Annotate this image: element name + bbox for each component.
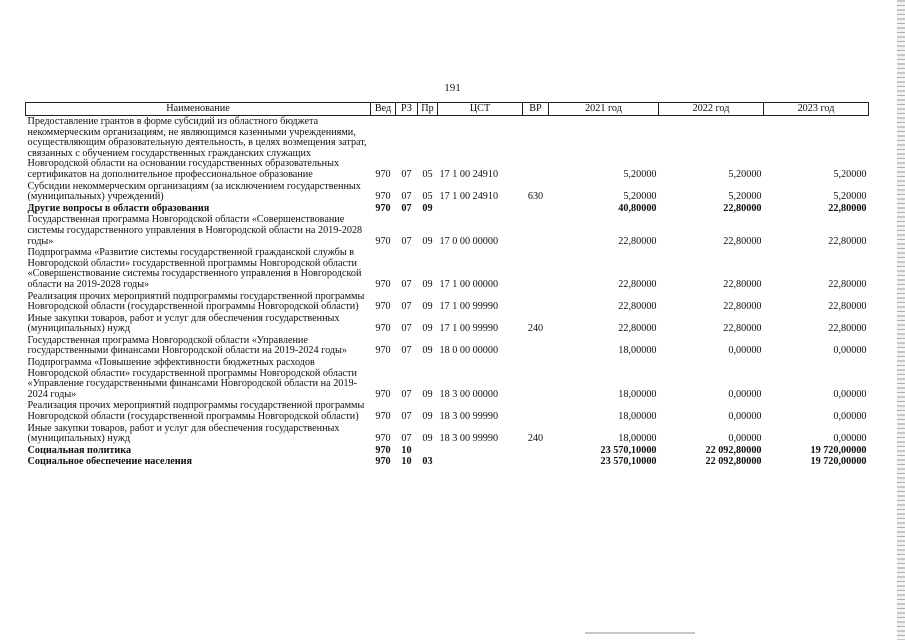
header-name: Наименование <box>26 103 371 116</box>
cell-vr: 240 <box>527 323 544 335</box>
table-row <box>26 247 869 290</box>
cell-2022: 22,80000 <box>723 235 762 247</box>
cell-cst <box>438 456 523 468</box>
cell-2021: 40,80000 <box>618 202 657 214</box>
cell-2021: 23 570,10000 <box>600 456 657 468</box>
cell-cst: 18 0 00 00000 <box>439 345 499 357</box>
cell-name: Социальное обеспечение населения <box>27 456 193 468</box>
cell-vr <box>523 203 549 215</box>
cell-rz: 07 <box>401 345 412 357</box>
cell-2023: 5,20000 <box>833 168 867 180</box>
header-2023: 2023 год <box>764 103 869 116</box>
cell-ved: 970 <box>375 345 391 357</box>
cell-vr <box>523 456 549 468</box>
cell-ved: 970 <box>375 411 391 423</box>
cell-pr: 09 <box>422 411 433 423</box>
scan-edge-artifact <box>897 0 905 640</box>
cell-2023: 19 720,00000 <box>810 456 867 468</box>
cell-2023: 22,80000 <box>828 278 867 290</box>
cell-pr <box>418 445 438 457</box>
cell-ved: 970 <box>375 444 391 456</box>
header-rz: РЗ <box>396 103 418 116</box>
cell-2021: 18,00000 <box>618 388 657 400</box>
cell-2021: 22,80000 <box>618 301 657 313</box>
cell-vr <box>523 116 549 181</box>
cell-cst: 17 0 00 00000 <box>439 235 499 247</box>
cell-rz: 10 <box>401 444 412 456</box>
table-row <box>26 181 869 203</box>
header-row <box>26 103 869 116</box>
cell-2021: 5,20000 <box>623 168 657 180</box>
cell-cst: 18 3 00 99990 <box>439 411 499 423</box>
cell-2021: 22,80000 <box>618 323 657 335</box>
cell-ved: 970 <box>375 323 391 335</box>
cell-2021: 18,00000 <box>618 411 657 423</box>
header-ved: Вед <box>371 103 396 116</box>
cell-2021: 5,20000 <box>623 191 657 203</box>
cell-name: Реализация прочих мероприятий подпрограммы государственной программы Новгородской области (государственной программы Новгородской области) <box>27 290 365 313</box>
cell-cst: 17 1 00 24910 <box>439 168 499 180</box>
cell-pr: 09 <box>422 278 433 290</box>
table-body <box>26 116 869 469</box>
cell-name: Другие вопросы в области образования <box>27 202 210 214</box>
cell-vr <box>523 291 549 313</box>
cell-pr: 03 <box>422 456 433 468</box>
cell-2022: 0,00000 <box>728 388 762 400</box>
cell-ved: 970 <box>375 235 391 247</box>
cell-ved: 970 <box>375 433 391 445</box>
cell-2022: 0,00000 <box>728 433 762 445</box>
cell-name: Реализация прочих мероприятий подпрограммы государственной программы Новгородской области (государственной программы Новгородской области) <box>27 400 365 423</box>
table-row <box>26 445 869 457</box>
cell-2022: 22 092,80000 <box>705 444 762 456</box>
cell-2023: 22,80000 <box>828 323 867 335</box>
cell-vr <box>523 214 549 247</box>
cell-2023: 0,00000 <box>833 411 867 423</box>
cell-vr <box>523 247 549 290</box>
cell-pr: 09 <box>422 433 433 445</box>
cell-ved: 970 <box>375 191 391 203</box>
cell-vr <box>523 400 549 422</box>
cell-name: Подпрограмма «Развитие системы государственной гражданской службы в Новгородской области» государственной программы Новгородской области «Совершенствование системы государственного управления в Новгородской области на 2019-2028 годы» <box>27 247 362 290</box>
cell-pr: 05 <box>422 168 433 180</box>
cell-cst: 17 1 00 00000 <box>439 278 499 290</box>
cell-cst: 18 3 00 00000 <box>439 388 499 400</box>
cell-rz: 07 <box>401 278 412 290</box>
cell-2023: 0,00000 <box>833 433 867 445</box>
table-row <box>26 456 869 468</box>
table-row <box>26 335 869 357</box>
cell-name: Предоставление грантов в форме субсидий из областного бюджета некоммерческим организациям, не являющимся казенными учреждениями, осуществляющим образовательную деятельность, в целях возмещения затрат, связанных с обучением государственных гражданских служащих Новгородской области на основании государственных образовательных сертификатов на дополнительное профессиональное образование <box>27 116 367 180</box>
cell-vr: 630 <box>527 191 544 203</box>
cell-ved: 970 <box>375 456 391 468</box>
table-row <box>26 291 869 313</box>
budget-table <box>25 102 869 468</box>
cell-cst <box>438 445 523 457</box>
cell-pr: 09 <box>422 345 433 357</box>
cell-ved: 970 <box>375 388 391 400</box>
cell-name: Субсидии некоммерческим организациям (за исключением государственных (муниципальных) учреждений) <box>27 180 361 203</box>
table-row <box>26 214 869 247</box>
cell-name: Иные закупки товаров, работ и услуг для обеспечения государственных (муниципальных) нужд <box>27 422 340 445</box>
cell-ved: 970 <box>375 202 391 214</box>
cell-2023: 22,80000 <box>828 235 867 247</box>
scan-foot-artifact <box>585 632 695 634</box>
table-row <box>26 357 869 400</box>
cell-2021: 22,80000 <box>618 278 657 290</box>
cell-name: Подпрограмма «Повышение эффективности бюджетных расходов Новгородской области» государственной программы Новгородской области «Управление государственными финансами Новгородской области на 2019-2024 годы» <box>27 357 357 400</box>
cell-name: Государственная программа Новгородской области «Совершенствование системы государственного управления в Новгородской области на 2019-2028 годы» <box>27 214 363 247</box>
table-row <box>26 313 869 335</box>
cell-name: Государственная программа Новгородской области «Управление государственными финансами Новгородской области на 2019-2024 годы» <box>27 334 348 357</box>
page-number: 191 <box>444 82 461 94</box>
cell-2022: 5,20000 <box>728 191 762 203</box>
cell-pr: 09 <box>422 301 433 313</box>
cell-2022: 22,80000 <box>723 278 762 290</box>
cell-vr <box>523 357 549 400</box>
cell-cst: 17 1 00 99990 <box>439 323 499 335</box>
cell-cst: 18 3 00 99990 <box>439 433 499 445</box>
cell-cst: 17 1 00 24910 <box>439 191 499 203</box>
header-2022: 2022 год <box>659 103 764 116</box>
table-row <box>26 116 869 181</box>
cell-rz: 07 <box>401 191 412 203</box>
cell-2022: 22,80000 <box>723 323 762 335</box>
header-cst: ЦСТ <box>438 103 523 116</box>
cell-2021: 23 570,10000 <box>600 444 657 456</box>
cell-rz: 07 <box>401 235 412 247</box>
header-vr: ВР <box>523 103 549 116</box>
cell-rz: 07 <box>401 411 412 423</box>
cell-rz: 07 <box>401 433 412 445</box>
cell-pr: 05 <box>422 191 433 203</box>
header-pr: Пр <box>418 103 438 116</box>
cell-rz: 07 <box>401 388 412 400</box>
cell-2023: 0,00000 <box>833 388 867 400</box>
header-2021: 2021 год <box>549 103 659 116</box>
cell-2022: 22,80000 <box>723 202 762 214</box>
cell-2021: 18,00000 <box>618 433 657 445</box>
cell-pr: 09 <box>422 235 433 247</box>
table-row <box>26 203 869 215</box>
cell-ved: 970 <box>375 278 391 290</box>
cell-name: Социальная политика <box>27 444 132 456</box>
cell-cst <box>438 203 523 215</box>
cell-rz: 07 <box>401 323 412 335</box>
cell-rz: 07 <box>401 202 412 214</box>
cell-rz: 07 <box>401 301 412 313</box>
cell-2022: 0,00000 <box>728 411 762 423</box>
cell-2023: 0,00000 <box>833 345 867 357</box>
cell-2021: 18,00000 <box>618 345 657 357</box>
table-row <box>26 400 869 422</box>
cell-vr <box>523 335 549 357</box>
cell-2022: 0,00000 <box>728 345 762 357</box>
cell-2021: 22,80000 <box>618 235 657 247</box>
table-row <box>26 423 869 445</box>
cell-2023: 19 720,00000 <box>810 444 867 456</box>
cell-2023: 22,80000 <box>828 202 867 214</box>
cell-2023: 22,80000 <box>828 301 867 313</box>
cell-2022: 5,20000 <box>728 168 762 180</box>
cell-2022: 22,80000 <box>723 301 762 313</box>
cell-rz: 07 <box>401 168 412 180</box>
cell-vr: 240 <box>527 433 544 445</box>
cell-pr: 09 <box>422 202 433 214</box>
cell-2023: 5,20000 <box>833 191 867 203</box>
cell-rz: 10 <box>401 456 412 468</box>
cell-ved: 970 <box>375 168 391 180</box>
cell-cst: 17 1 00 99990 <box>439 301 499 313</box>
cell-vr <box>523 445 549 457</box>
cell-2022: 22 092,80000 <box>705 456 762 468</box>
cell-pr: 09 <box>422 323 433 335</box>
cell-pr: 09 <box>422 388 433 400</box>
cell-name: Иные закупки товаров, работ и услуг для обеспечения государственных (муниципальных) нужд <box>27 312 340 335</box>
cell-ved: 970 <box>375 301 391 313</box>
